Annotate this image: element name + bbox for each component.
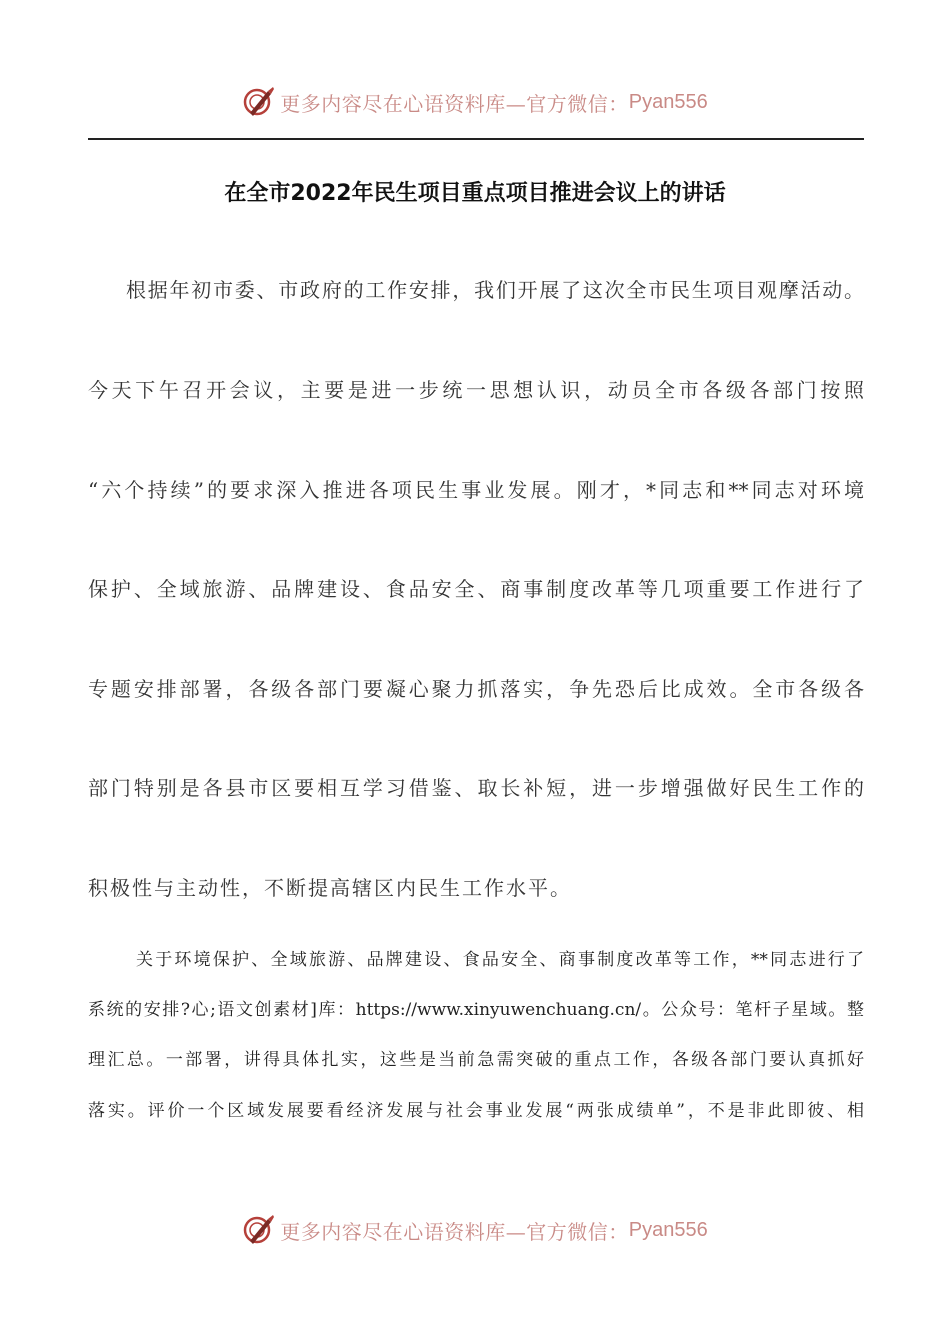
footer-banner-handle: Pyan556: [628, 1218, 708, 1241]
paragraph-line: 落实。评价一个区域发展要看经济发展与社会事业发展“两张成绩单”，不是非此即彼、相: [88, 1101, 864, 1121]
pen-logo-icon: [242, 85, 276, 119]
footer-banner: [0, 1210, 950, 1250]
paragraph-line: 今天下午召开会议，主要是进一步统一思想认识，动员全市各级各部门按照: [88, 378, 864, 402]
pen-logo-icon: [242, 1213, 276, 1247]
header-banner-handle: Pyan556: [628, 90, 708, 113]
header-rule: [88, 138, 864, 140]
paragraph-line: 系统的安排?心;语文创素材]库：https://www.xinyuwenchuang.cn/。公众号：笔杆子星域。整: [88, 1000, 864, 1020]
document-title: 在全市2022年民生项目重点项目推进会议上的讲话: [224, 181, 726, 206]
header-banner-text: 更多内容尽在心语资料库—官方微信：: [280, 91, 629, 116]
paragraph-line: 理汇总。一部署，讲得具体扎实，这些是当前急需突破的重点工作，各级各部门要认真抓好: [88, 1050, 864, 1070]
footer-banner-text: 更多内容尽在心语资料库—官方微信：: [280, 1219, 629, 1244]
header-banner: [0, 82, 950, 122]
paragraph-line: “六个持续”的要求深入推进各项民生事业发展。刚才，*同志和**同志对环境: [88, 478, 864, 502]
paragraph-line: 根据年初市委、市政府的工作安排，我们开展了这次全市民生项目观摩活动。: [126, 278, 864, 302]
paragraph-line: 关于环境保护、全域旅游、品牌建设、食品安全、商事制度改革等工作，**同志进行了: [136, 950, 864, 970]
paragraph-line: 专题安排部署，各级各部门要凝心聚力抓落实，争先恐后比成效。全市各级各: [88, 677, 864, 701]
paragraph-line: 部门特别是各县市区要相互学习借鉴、取长补短，进一步增强做好民生工作的: [88, 776, 864, 800]
paragraph-line: 保护、全域旅游、品牌建设、食品安全、商事制度改革等几项重要工作进行了: [88, 577, 864, 601]
paragraph-line: 积极性与主动性，不断提高辖区内民生工作水平。: [88, 876, 572, 900]
